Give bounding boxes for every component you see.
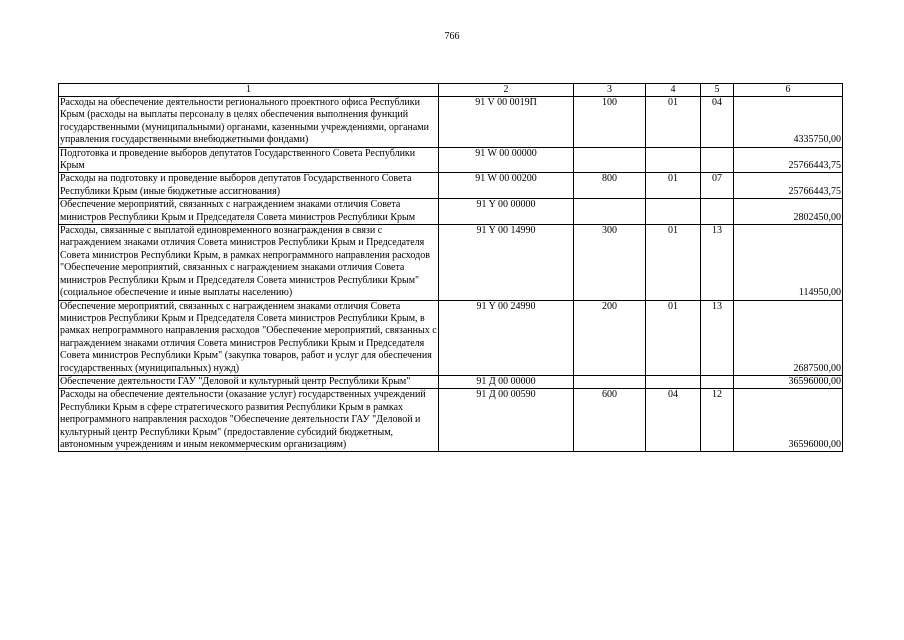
table-row xyxy=(59,389,843,452)
table-row xyxy=(59,173,843,199)
subsection-cell: 12 xyxy=(701,389,734,452)
amount-cell: 114950,00 xyxy=(734,225,843,300)
target-code-cell: 91 Y 00 14990 xyxy=(439,225,574,300)
section-cell xyxy=(646,199,701,225)
table-row xyxy=(59,225,843,300)
expense-name-cell: Расходы на обеспечение деятельности (оказание услуг) государственных учреждений Республики Крым в сфере стратегического развития Республики Крым в рамках непрограммного направления расходов "Обеспечение деятельности ГАУ "Деловой и культурный центр Республики Крым" (предоставление субсидий бюджетным, автономным учреждениям и иным некоммерческим организациям) xyxy=(59,389,439,452)
amount-cell: 2687500,00 xyxy=(734,300,843,375)
amount-cell: 36596000,00 xyxy=(734,389,843,452)
column-header: 4 xyxy=(646,84,701,97)
section-cell: 01 xyxy=(646,225,701,300)
target-code-cell: 91 Д 00 00000 xyxy=(439,375,574,388)
expense-type-cell xyxy=(574,375,646,388)
column-header: 1 xyxy=(59,84,439,97)
subsection-cell xyxy=(701,375,734,388)
section-cell: 01 xyxy=(646,173,701,199)
table-row xyxy=(59,300,843,375)
column-header: 6 xyxy=(734,84,843,97)
target-code-cell: 91 W 00 00200 xyxy=(439,173,574,199)
amount-cell: 36596000,00 xyxy=(734,375,843,388)
amount-cell: 25766443,75 xyxy=(734,147,843,173)
section-cell: 04 xyxy=(646,389,701,452)
target-code-cell: 91 Д 00 00590 xyxy=(439,389,574,452)
column-header: 3 xyxy=(574,84,646,97)
subsection-cell: 07 xyxy=(701,173,734,199)
expense-name-cell: Обеспечение мероприятий, связанных с награждением знаками отличия Совета министров Республики Крым и Председателя Совета министров Республики Крым xyxy=(59,199,439,225)
table-header-row xyxy=(59,84,843,97)
expense-type-cell xyxy=(574,147,646,173)
expense-name-cell: Обеспечение деятельности ГАУ "Деловой и культурный центр Республики Крым" xyxy=(59,375,439,388)
table-row xyxy=(59,375,843,388)
subsection-cell xyxy=(701,199,734,225)
target-code-cell: 91 V 00 0019П xyxy=(439,97,574,148)
subsection-cell xyxy=(701,147,734,173)
expense-type-cell: 600 xyxy=(574,389,646,452)
column-header: 2 xyxy=(439,84,574,97)
expense-name-cell: Обеспечение мероприятий, связанных с награждением знаками отличия Совета министров Республики Крым и Председателя Совета министров Республики Крым, в рамках непрограммного направления расходов "Обеспечение мероприятий, связанных с награждением знаками отличия Совета министров Республики Крым и Председателя Совета министров Республики Крым" (закупка товаров, работ и услуг для обеспечения государственных (муниципальных) нужд) xyxy=(60,300,437,374)
expense-name-cell: Подготовка и проведение выборов депутатов Государственного Совета Республики Крым xyxy=(59,147,439,173)
subsection-cell: 04 xyxy=(701,97,734,148)
subsection-cell: 13 xyxy=(701,300,734,375)
page-number: 766 xyxy=(444,31,460,42)
expense-name-cell: Расходы на подготовку и проведение выборов депутатов Государственного Совета Республики Крым (иные бюджетные ассигнования) xyxy=(59,173,439,199)
section-cell: 01 xyxy=(646,300,701,375)
expense-type-cell: 800 xyxy=(574,173,646,199)
table-row xyxy=(59,97,843,148)
amount-cell: 4335750,00 xyxy=(734,97,843,148)
expense-name-cell: Расходы, связанные с выплатой единовременного вознаграждения в связи с награждением знаками отличия Совета министров Республики Крым и Председателя Совета министров Республики Крым, в рамках непрограммного направления расходов "Обеспечение мероприятий, связанных с награждением знаками отличия Совета министров Республики Крым и Председателя Совета министров Республики Крым" (социальное обеспечение и иные выплаты населению) xyxy=(59,225,439,300)
expense-type-cell: 100 xyxy=(574,97,646,148)
amount-cell: 2802450,00 xyxy=(734,199,843,225)
expense-type-cell: 200 xyxy=(574,300,646,375)
target-code-cell: 91 Y 00 00000 xyxy=(439,199,574,225)
column-header: 5 xyxy=(701,84,734,97)
budget-table xyxy=(58,83,843,452)
table-row xyxy=(59,199,843,225)
table-row xyxy=(59,147,843,173)
target-code-cell: 91 W 00 00000 xyxy=(439,147,574,173)
expense-name-cell: Расходы на обеспечение деятельности регионального проектного офиса Республики Крым (расходы на выплаты персоналу в целях обеспечения выполнения функций государственными (муниципальными) органами, казенными учреждениями, органами управления государственными внебюджетными фондами) xyxy=(59,97,439,148)
section-cell xyxy=(646,375,701,388)
section-cell: 01 xyxy=(646,97,701,148)
expense-type-cell: 300 xyxy=(574,225,646,300)
expense-type-cell xyxy=(574,199,646,225)
target-code-cell: 91 Y 00 24990 xyxy=(439,300,574,375)
section-cell xyxy=(646,147,701,173)
amount-cell: 25766443,75 xyxy=(734,173,843,199)
subsection-cell: 13 xyxy=(701,225,734,300)
